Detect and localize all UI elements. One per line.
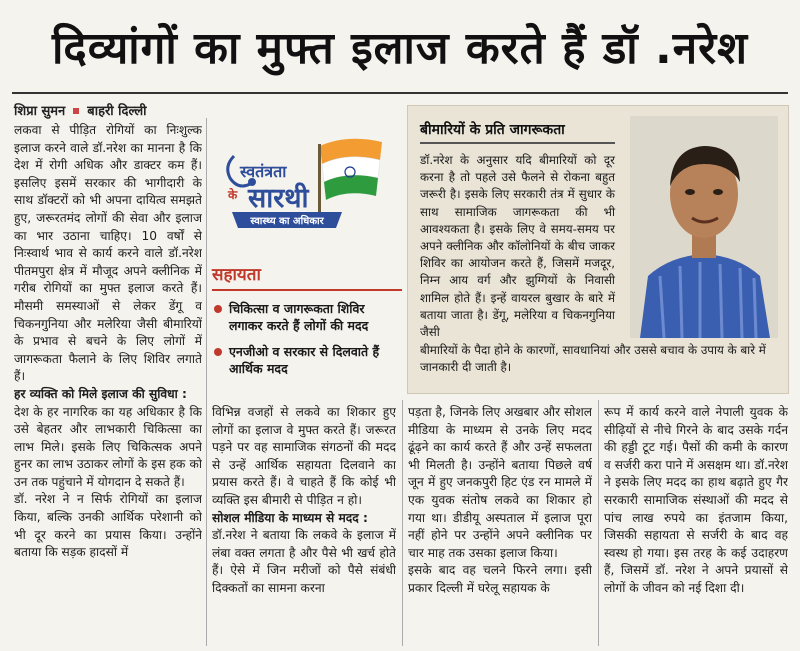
- sahayata-item: [212, 300, 402, 334]
- sahayata-item-text: एनजीओ व सरकार से दिलवाते हैं आर्थिक मदद: [229, 344, 380, 376]
- paragraph: डॉ. नरेश ने न सिर्फ रोगियों का इलाज किया, बल्कि उनकी आर्थिक परेशानी को भी दूर करने का प्रयास किया। उन्होंने बताया कि सड़क हादसों में: [14, 492, 202, 560]
- article-column-2: [212, 404, 396, 648]
- paragraph: विभिन्न वजहों से लकवे का शिकार हुए लोगों का इलाज वे मुफ्त करते हैं। जरूरत पड़ने पर वह सामाजिक संगठनों की मदद से उन्हें आर्थिक सहायता दिलवाने का प्रयास करते हैं। वे चाहते हैं कि कोई भी व्यक्ति इस बीमारी से पीड़ित न हो।: [212, 405, 396, 507]
- subheading: सोशल मीडिया के माध्यम से मदद :: [212, 510, 368, 525]
- paragraph: देश के हर नागरिक का यह अधिकार है कि उसे बेहतर और लाभकारी चिकित्सा का लाभ मिले। इसके लिए चिकित्सक अपने हुनर का लाभ उठाकर लोगों के इस हक को उन तक पहुंचाने में योगदान दे सकते हैं।: [14, 404, 202, 489]
- logo-line-3: सारथी: [248, 183, 309, 214]
- byline-separator: [73, 108, 79, 114]
- paragraph: लकवा से पीड़ित रोगियों का निःशुल्क इलाज करने वाले डॉ.नरेश का मानना है कि देश में रोगी अधिक और डाक्टर कम हैं। इसलिए इसमें सरकार की भागीदारी के साथ डॉक्टरों को भी अपना दायित्व समझते हुए, जरूरतमंद लोगों की सेवा और इलाज का भार उठाना चाहिए। 10 वर्षों से निःस्वार्थ भाव से कार्य करने वाले डॉ.नरेश पीतमपुरा क्षेत्र में मौजूद अपने क्लीनिक में गरीब रोगियों का मुफ्त इलाज करते हैं। मौसमी समस्याओं से लेकर डेंगू व चिकनगुनिया और मलेरिया जैसी बीमारियों के प्रभाव से बचने के लिए लोगों में जागरूकता फैलाने के लिए शिविर लगाते हैं।: [14, 123, 202, 384]
- paragraph: रूप में कार्य करने वाले नेपाली युवक के सीढ़ियों से नीचे गिरने के बाद उसके गर्दन की हड्डी टूट गई। पैसों की कमी के कारण व सर्जरी करा पाने में असक्षम था। डॉ.नरेश ने इसके लिए मदद का हाथ बढ़ाते हुए गैर सरकारी सामाजिक संस्थाओं की मदद से पांच लाख रुपये का इंतजाम किया, जिसकी सहायता से सर्जरी के बाद वह स्वस्थ हो गया। इस तरह के कई उदाहरण हैं, जिसमें डॉ. नरेश ने अपने प्रयासों से लोगों के जीवन को नई दिशा दी।: [604, 405, 788, 595]
- paragraph: इसके बाद वह चलने फिरने लगा। इसी प्रकार दिल्ली में घरेलू सहायक के: [408, 563, 592, 595]
- sidebar-title-rule: [420, 142, 615, 144]
- swatantrata-ke-sarathi-logo: [212, 116, 392, 246]
- bullet-icon: [214, 305, 222, 313]
- paragraph: पड़ता है, जिनके लिए अखबार और सोशल मीडिया के माध्यम से उनके लिए मदद ढूंढ़ने का कार्य करते हैं और उन्हें सफलता भी मिलती है। उन्होंने बताया पिछले वर्ष जून में हुए जनकपुरी हिट एंड रन मामले में एक युवक संतोष लकवे का शिकार हो गया था। डीडीयू अस्पताल में इलाज पूरा नहीं होने पर उन्होंने अपने क्लीनिक पर चार माह तक उसका इलाज किया।: [408, 405, 592, 560]
- sahayata-box: [212, 262, 402, 377]
- byline: [14, 101, 147, 119]
- byline-author: शिप्रा सुमन: [14, 104, 66, 119]
- sidebar-text: डॉ.नरेश के अनुसार यदि बीमारियों को दूर करना है तो पहले उसे फैलने से रोकना बहुत जरूरी है। इसके लिए सरकारी तंत्र में सुधार के साथ सामाजिक जागरूकता की भी आवश्यकता है। इसके लिए वे समय-समय पर अपने क्लीनिक और कॉलोनियों के बीच जाकर शिविर का आयोजन करते हैं, जिसमें मजदूर, निम्न आय वर्ग और झुग्गियों के निवासी शामिल होते हैं। इन्हें वायरल बुखार के बारे में बताया जाता है। डेंगू, मलेरिया व चिकनगुनिया जैसी: [420, 153, 615, 340]
- article-column-4: [604, 404, 788, 648]
- column-divider: [598, 400, 599, 646]
- bullet-icon: [214, 348, 222, 356]
- doctor-photo: [630, 116, 778, 338]
- column-divider: [206, 118, 207, 646]
- byline-place: बाहरी दिल्ली: [87, 104, 147, 119]
- subheading: हर व्यक्ति को मिले इलाज की सुविधा :: [14, 386, 187, 401]
- awareness-sidebar: [407, 105, 789, 394]
- logo-tagline: स्वास्थ्य का अधिकार: [250, 216, 324, 227]
- paragraph: डॉ.नरेश ने बताया कि लकवे के इलाज में लंबा वक्त लगता है और पैसे भी खर्च होते हैं। ऐसे में जिन मरीजों को पैसे संबंधी दिक्कतों का सामना करना: [212, 528, 396, 595]
- sidebar-title: बीमारियों के प्रति जागरूकता: [420, 122, 565, 138]
- article-column-1: [14, 122, 202, 648]
- headline: दिव्यांगों का मुफ्त इलाज करते हैं डॉ .नरेश: [51, 23, 749, 74]
- logo-line-1: स्वतंत्रता: [240, 162, 287, 181]
- headline-rule: [12, 92, 788, 94]
- sidebar-text-continued: बीमारियों के पैदा होने के कारणों, सावधानियां और उससे बचाव के उपाय के बारे में जानकारी दी जाती है।: [420, 343, 766, 375]
- article-column-3: [408, 404, 592, 648]
- sahayata-title: सहायता: [212, 262, 402, 291]
- column-divider: [402, 400, 403, 646]
- sahayata-item: [212, 343, 402, 377]
- logo-line-2: के: [228, 188, 238, 202]
- sahayata-item-text: चिकित्सा व जागरूकता शिविर लगाकर करते हैं लोगों की मदद: [229, 301, 369, 333]
